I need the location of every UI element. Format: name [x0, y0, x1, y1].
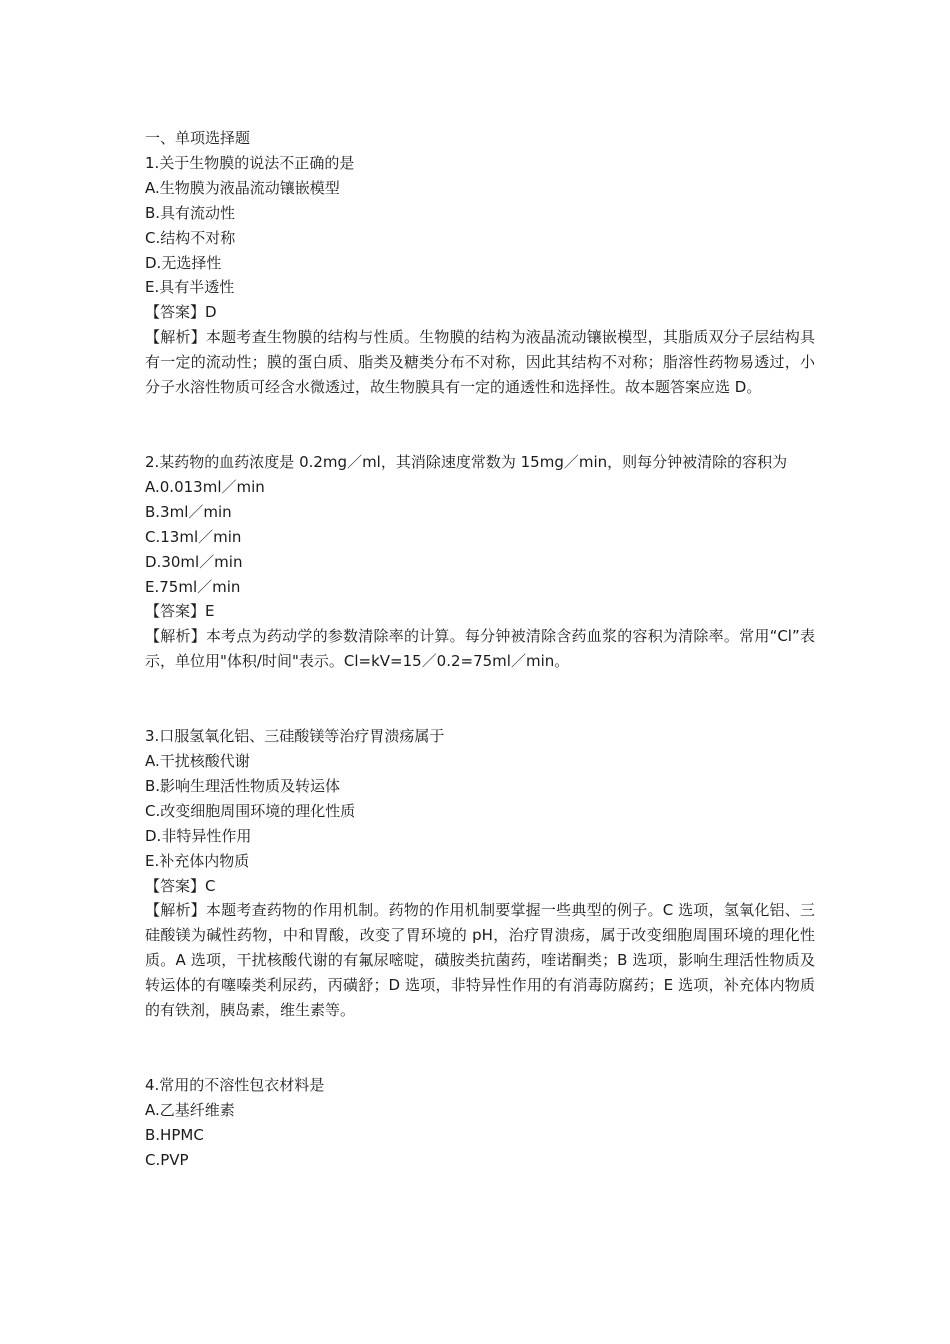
option-a: A.生物膜为液晶流动镶嵌模型 — [145, 178, 340, 197]
question-stem: 3.口服氢氧化铝、三硅酸镁等治疗胃溃疡属于 — [145, 727, 445, 746]
option-a: A.0.013ml／min — [145, 477, 265, 496]
option-b: B.HPMC — [145, 1125, 204, 1144]
spacer — [145, 400, 815, 450]
option-a: A.乙基纤维素 — [145, 1100, 235, 1119]
option-d: D.非特异性作用 — [145, 826, 252, 845]
spacer — [145, 674, 815, 724]
question-3 — [145, 724, 815, 1023]
question-2 — [145, 450, 815, 674]
question-stem: 2.某药物的血药浓度是 0.2mg／ml，其消除速度常数为 15mg／min，则每分钟被清除的容积为 — [145, 452, 788, 471]
option-a: A.干扰核酸代谢 — [145, 752, 250, 771]
question-stem: 4.常用的不溶性包衣材料是 — [145, 1076, 325, 1094]
option-d: D.30ml／min — [145, 552, 243, 571]
option-c: C.13ml／min — [145, 527, 242, 546]
option-c: C.结构不对称 — [145, 228, 236, 247]
analysis: 【解析】本题考查生物膜的结构与性质。生物膜的结构为液晶流动镶嵌模型，其脂质双分子层结构具有一定的流动性；膜的蛋白质、脂类及糖类分布不对称，因此其结构不对称；脂溶性药物易透过，小分子水溶性物质可经含水微透过，故生物膜具有一定的通透性和选择性。故本题答案应选 D。 — [145, 328, 815, 397]
option-e: E.75ml／min — [145, 577, 241, 596]
document-content — [145, 126, 815, 1173]
option-c: C.PVP — [145, 1150, 189, 1169]
option-e: E.具有半透性 — [145, 278, 235, 297]
analysis: 【解析】本题考查药物的作用机制。药物的作用机制要掌握一些典型的例子。C 选项，氢氧化铝、三硅酸镁为碱性药物，中和胃酸，改变了胃环境的 pH，治疗胃溃疡，属于改变细胞周围环境的理化性质。A 选项，干扰核酸代谢的有氟尿嘧啶，磺胺类抗菌药，喹诺酮类；B 选项，影响生理活性物质及转运体的有噻嗪类利尿药，丙磺舒；D 选项，非特异性作用的有消毒防腐药；E 选项，补充体内物质的有铁剂，胰岛素，维生素等。 — [145, 901, 815, 1020]
question-4 — [145, 1073, 815, 1173]
section-title: 一、单项选择题 — [145, 129, 251, 147]
option-b: B.具有流动性 — [145, 203, 236, 222]
answer: 【答案】C — [145, 876, 216, 895]
question-1 — [145, 151, 815, 400]
answer: 【答案】E — [145, 602, 215, 621]
option-e: E.补充体内物质 — [145, 851, 250, 870]
spacer — [145, 1023, 815, 1073]
analysis: 【解析】本考点为药动学的参数清除率的计算。每分钟被清除含药血浆的容积为清除率。常用“Cl”表示，单位用"体积/时间"表示。Cl=kV=15／0.2=75ml／min。 — [145, 627, 815, 671]
question-stem: 1.关于生物膜的说法不正确的是 — [145, 153, 355, 172]
option-c: C.改变细胞周围环境的理化性质 — [145, 801, 356, 820]
answer: 【答案】D — [145, 303, 217, 322]
option-b: B.影响生理活性物质及转运体 — [145, 776, 341, 795]
option-b: B.3ml／min — [145, 502, 232, 521]
option-d: D.无选择性 — [145, 253, 222, 272]
